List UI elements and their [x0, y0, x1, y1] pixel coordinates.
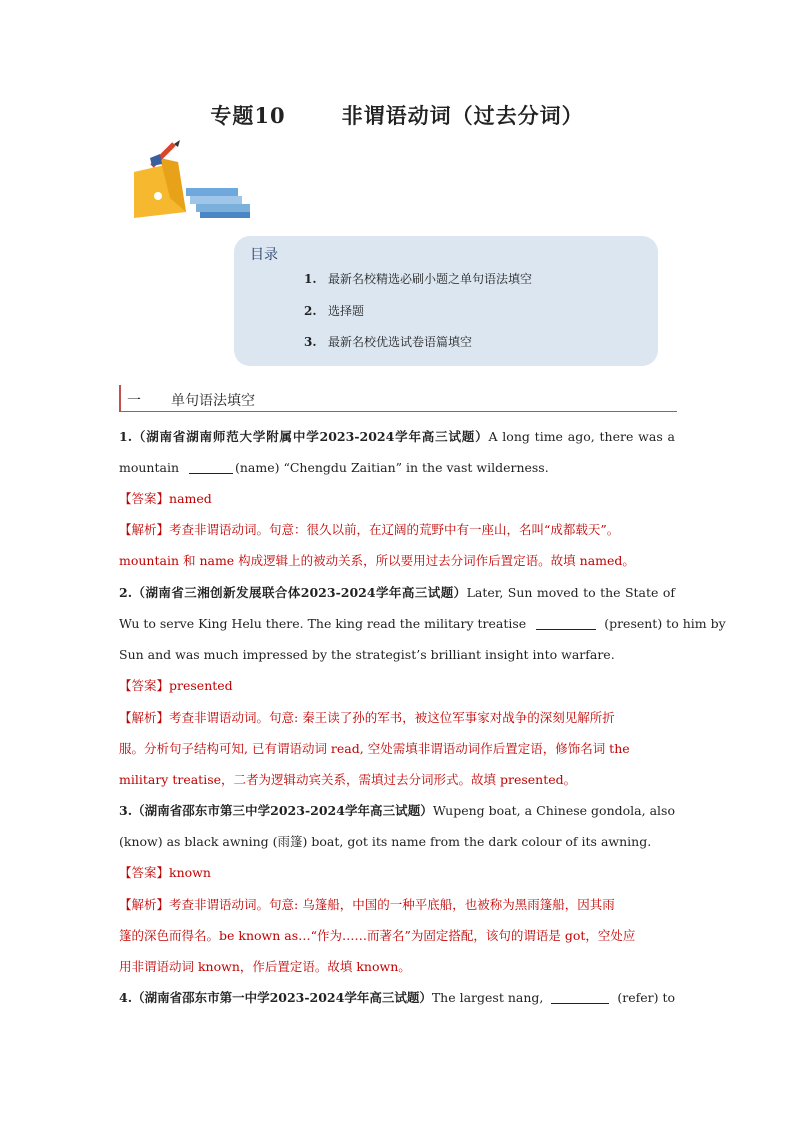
- question-text: (name) “Chengdu Zaitian” in the vast wilderness.: [235, 460, 549, 475]
- question-line: [119, 826, 675, 857]
- analysis-line: [119, 702, 675, 733]
- question-text: (refer) to: [617, 990, 676, 1005]
- books-pencil-illustration: [130, 138, 256, 222]
- toc-heading: 目录: [250, 247, 278, 263]
- answer-text: named: [169, 491, 212, 506]
- analysis-tag: 【解析】: [119, 897, 170, 912]
- toc-item-number: 1.: [304, 272, 317, 286]
- answer-text: known: [169, 865, 211, 880]
- toc-item-label: 最新名校精选必刷小题之单句语法填空: [328, 272, 533, 286]
- question-text: Wupeng boat, a Chinese gondola, also: [432, 803, 675, 818]
- question-line: [119, 795, 675, 826]
- section-number: 一: [127, 393, 141, 409]
- question-text: Sun and was much impressed by the strategist’s brilliant insight into warfare.: [119, 647, 615, 662]
- question-text: (present) to him by: [604, 616, 726, 631]
- analysis-text: 考查非谓语动词。句意：很久以前，在辽阔的荒野中有一座山，名叫“成都载天”。: [169, 522, 620, 537]
- title-number: 专题10: [210, 103, 286, 128]
- analysis-text: military treatise，二者为逻辑动宾关系，需填过去分词形式。故填 presented。: [119, 772, 577, 787]
- answer-blank[interactable]: [551, 988, 609, 1004]
- question-line: [119, 639, 675, 670]
- answer-tag: 【答案】: [119, 865, 170, 880]
- question-line: [119, 577, 675, 608]
- answer-line: [119, 483, 675, 514]
- analysis-line: [119, 514, 675, 545]
- question-number: 3.: [119, 803, 133, 818]
- toc-item-label: 选择题: [328, 304, 365, 318]
- question-text: Later, Sun moved to the State of: [466, 585, 675, 600]
- question-line: [119, 982, 675, 1013]
- toc-item: [304, 302, 364, 319]
- question-source: （湖南省三湘创新发展联合体2023-2024学年高三试题）: [132, 585, 467, 600]
- question-text: A long time ago, there was a: [488, 429, 675, 444]
- title-text: 非谓语动词（过去分词）: [341, 103, 584, 128]
- question-number: 4.: [119, 990, 133, 1005]
- question-text: Wu to serve King Helu there. The king read the military treatise: [119, 616, 527, 631]
- section-heading: [119, 385, 677, 412]
- question-source: （湖南省湖南师范大学附属中学2023-2024学年高三试题）: [132, 429, 489, 444]
- toc-item-number: 3.: [304, 335, 317, 349]
- analysis-text: 服。分析句子结构可知, 已有谓语动词 read, 空处需填非谓语动词作后置定语，修饰名词 the: [119, 741, 630, 756]
- analysis-line: [119, 951, 675, 982]
- table-of-contents: [234, 236, 658, 366]
- question-text: The largest nang,: [431, 990, 544, 1005]
- analysis-text: 考查非谓语动词。句意: 乌篷船，中国的一种平底船，也被称为黑雨篷船，因其雨: [169, 897, 615, 912]
- analysis-text: 考查非谓语动词。句意: 秦王读了孙的军书，被这位军事家对战争的深刻见解所折: [169, 710, 615, 725]
- analysis-line: [119, 764, 675, 795]
- question-number: 2.: [119, 585, 133, 600]
- answer-text: presented: [169, 678, 233, 693]
- question-number: 1.: [119, 429, 133, 444]
- toc-item-label: 最新名校优选试卷语篇填空: [328, 335, 473, 349]
- answer-line: [119, 857, 675, 888]
- question-text: mountain: [119, 460, 180, 475]
- question-source: （湖南省邵东市第三中学2023-2024学年高三试题）: [132, 803, 433, 818]
- question-source: （湖南省邵东市第一中学2023-2024学年高三试题）: [132, 990, 432, 1005]
- question-text: (know) as black awning (雨篷) boat, got its name from the dark colour of its awning.: [119, 834, 652, 849]
- question-line: [119, 421, 675, 452]
- answer-blank[interactable]: [536, 614, 596, 630]
- section-label: 单句语法填空: [171, 393, 255, 409]
- analysis-line: [119, 545, 675, 576]
- analysis-text: 篷的深色而得名。be known as…“作为……而著名”为固定搭配，该句的谓语是 got，空处应: [119, 928, 636, 943]
- answer-line: [119, 670, 675, 701]
- analysis-text: mountain 和 name 构成逻辑上的被动关系，所以要用过去分词作后置定语。故填 named。: [119, 553, 635, 568]
- answer-tag: 【答案】: [119, 491, 170, 506]
- answer-blank[interactable]: [189, 458, 233, 474]
- page-title: [0, 100, 794, 130]
- analysis-text: 用非谓语动词 known，作后置定语。故填 known。: [119, 959, 411, 974]
- toc-item: [304, 270, 532, 287]
- question-line: [119, 608, 726, 639]
- toc-item-number: 2.: [304, 304, 317, 318]
- analysis-tag: 【解析】: [119, 522, 170, 537]
- toc-item: [304, 333, 472, 350]
- answer-tag: 【答案】: [119, 678, 170, 693]
- analysis-line: [119, 889, 675, 920]
- analysis-tag: 【解析】: [119, 710, 170, 725]
- analysis-line: [119, 733, 675, 764]
- analysis-line: [119, 920, 675, 951]
- question-line: [119, 452, 675, 483]
